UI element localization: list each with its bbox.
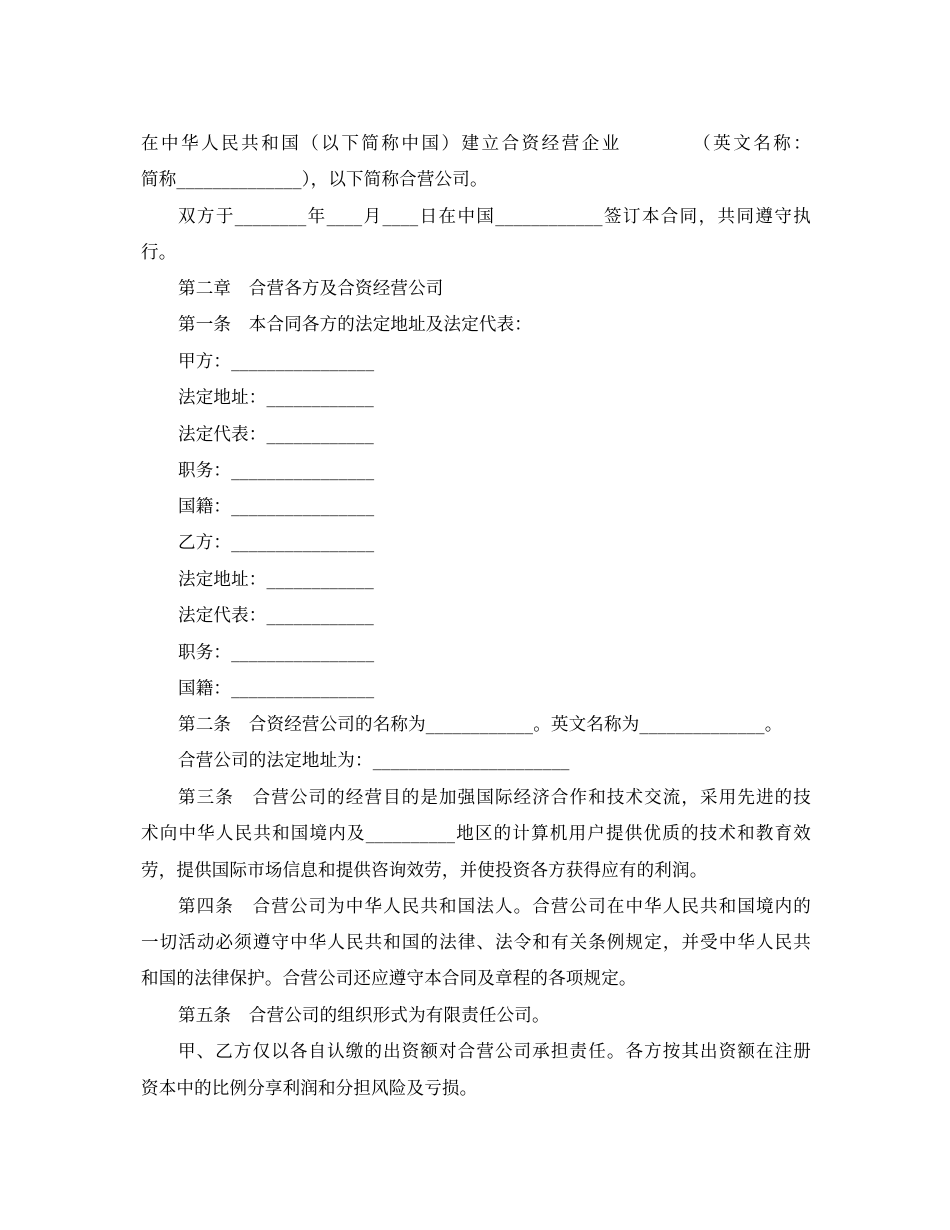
text-line: 一切活动必须遵守中华人民共和国的法律、法令和有关条例规定，并受中华人民共	[141, 933, 811, 953]
form-field-line: 法定地址：____________	[178, 388, 374, 408]
text-line: 简称______________），以下简称合营公司。	[141, 170, 488, 190]
form-field-line: 法定代表：____________	[178, 606, 374, 626]
text-line: 第五条 合营公司的组织形式为有限责任公司。	[178, 1006, 550, 1026]
text-line: 双方于________年____月____日在中国____________签订本合同，共同遵守执	[178, 207, 811, 227]
text-line: 行。	[141, 243, 177, 263]
form-field-line: 国籍：________________	[178, 679, 375, 699]
form-field-line: 职务：________________	[178, 643, 375, 663]
text-line: 术向中华人民共和国境内及__________地区的计算机用户提供优质的技术和教育效	[141, 824, 811, 844]
article-heading: 第一条 本合同各方的法定地址及法定代表：	[178, 315, 532, 335]
form-field-line: 法定地址：____________	[178, 570, 374, 590]
text-line: 第四条 合营公司为中华人民共和国法人。合营公司在中华人民共和国境内的	[178, 897, 811, 917]
text-line: 甲、乙方仅以各自认缴的出资额对合营公司承担责任。各方按其出资额在注册	[178, 1042, 811, 1062]
text-line: 第二条 合资经营公司的名称为____________。英文名称为______________。	[178, 715, 783, 735]
chapter-heading: 第二章 合营各方及合资经营公司	[178, 279, 444, 299]
text-line: 和国的法律保护。合营公司还应遵守本合同及章程的各项规定。	[141, 969, 637, 989]
form-field-line: 乙方：________________	[178, 533, 375, 553]
text-line: 资本中的比例分享利润和分担风险及亏损。	[141, 1079, 478, 1099]
text-line: 合营公司的法定地址为：______________________	[178, 751, 570, 771]
text-line: 在中华人民共和国（以下简称中国）建立合资经营企业 （英文名称：	[141, 134, 811, 154]
form-field-line: 法定代表：____________	[178, 425, 374, 445]
text-line: 第三条 合营公司的经营目的是加强国际经济合作和技术交流，采用先进的技	[178, 788, 811, 808]
form-field-line: 甲方：________________	[178, 352, 375, 372]
text-line: 劳，提供国际市场信息和提供咨询效劳，并使投资各方获得应有的利润。	[141, 861, 708, 881]
form-field-line: 职务：________________	[178, 461, 375, 481]
form-field-line: 国籍：________________	[178, 497, 375, 517]
